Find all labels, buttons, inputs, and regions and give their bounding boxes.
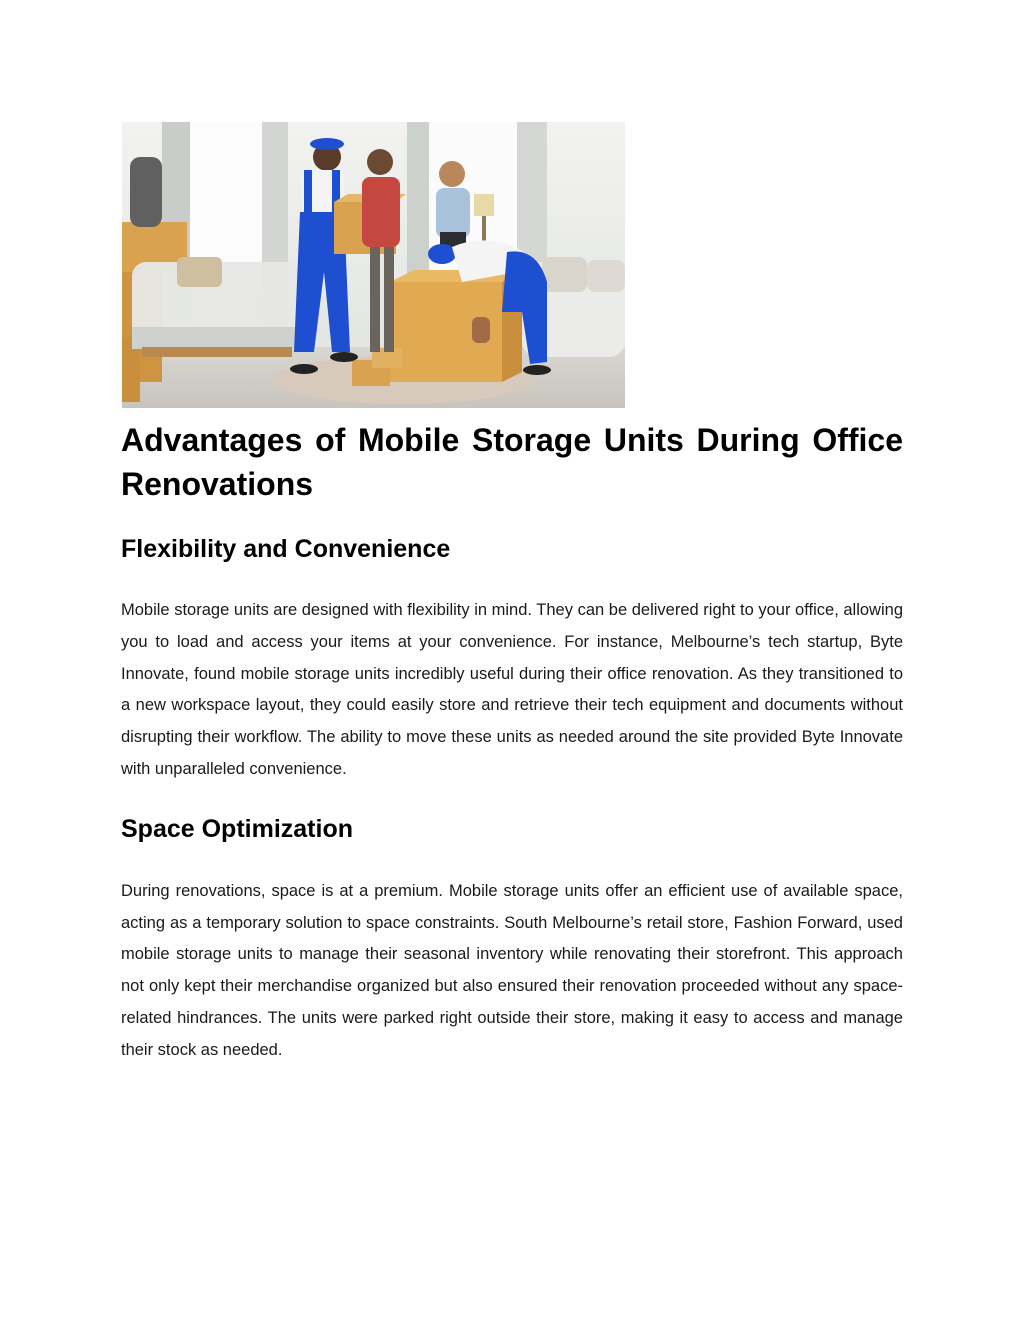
- section-body-space: During renovations, space is at a premium. Mobile storage units offer an efficient use of available space, acting as a temporary solution to space constraints. South Melbourne’s retail store, Fashion Forward, used mobile storage units to manage their seasonal inventory while renovating their storefront. This approach not only kept their merchandise organized but also ensured their renovation proceeded without any space-related hindrances. The units were parked right outside their store, making it easy to access and manage their stock as needed.: [121, 881, 903, 1059]
- article: [121, 418, 903, 1067]
- section-heading-space: Space Optimization: [121, 814, 353, 843]
- section-body-flexibility: Mobile storage units are designed with flexibility in mind. They can be delivered right to your office, allowing you to load and access your items at your convenience. For instance, Melbourne’s tech startup, Byte Innovate, found mobile storage units incredibly useful during their office renovation. As they transitioned to a new workspace layout, they could easily store and retrieve their tech equipment and documents without disrupting their workflow. The ability to move these units as needed around the site provided Byte Innovate with unparalleled convenience.: [121, 601, 903, 778]
- movers-photo: [122, 122, 625, 408]
- section-heading-flexibility: Flexibility and Convenience: [121, 535, 451, 563]
- article-title: Advantages of Mobile Storage Units During Office Renovations: [121, 422, 903, 502]
